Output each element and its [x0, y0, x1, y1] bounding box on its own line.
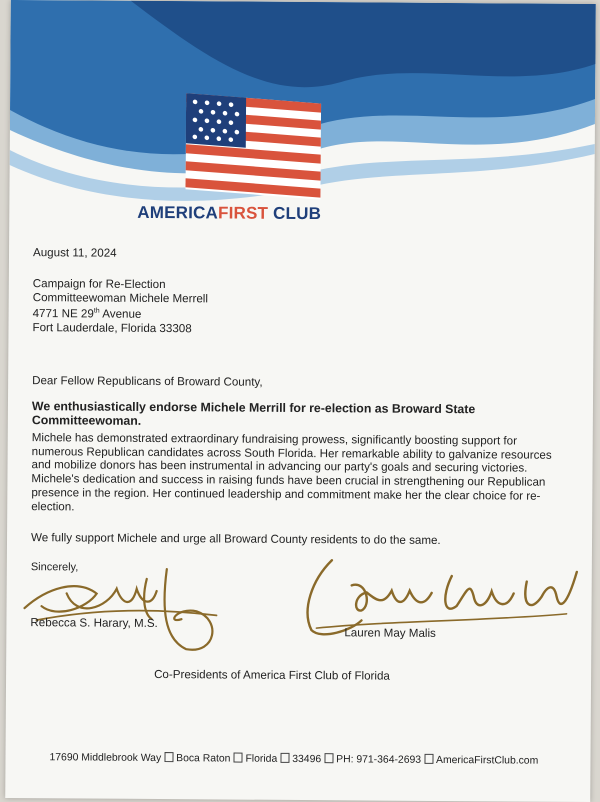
- recipient-address: [32, 277, 208, 335]
- footer-street: 17690 Middlebrook Way: [49, 752, 162, 765]
- footer-phone: PH: 971-364-2693: [336, 754, 422, 766]
- separator-icon: [280, 753, 289, 763]
- recipient-street: 4771 NE 29th Avenue: [32, 307, 142, 321]
- closing: Sincerely,: [30, 561, 79, 574]
- signature-rebecca-harary: [16, 548, 227, 659]
- footer-website: AmericaFirstClub.com: [436, 754, 539, 767]
- footer-zip: 33496: [292, 753, 322, 766]
- separator-icon: [233, 753, 242, 763]
- signer-name-1: Rebecca S. Harary, M.S.: [30, 616, 158, 631]
- recipient-line: Campaign for Re-Election: [32, 277, 166, 292]
- separator-icon: [424, 754, 433, 764]
- recipient-line: Committeewoman Michele Merrell: [32, 290, 209, 305]
- endorsement-statement: We enthusiastically endorse Michele Merrill for re-election as Broward State Committeewoman.: [31, 399, 476, 428]
- club-logo-text: AMERICAFIRST CLUB: [137, 202, 322, 224]
- support-statement: We fully support Michele and urge all Broward County residents to do the same.: [30, 531, 441, 547]
- signer-title: Co-Presidents of America First Club of Florida: [154, 667, 390, 683]
- recipient-city: Fort Lauderdale, Florida 33308: [32, 320, 192, 335]
- footer-city: Boca Raton: [176, 753, 231, 765]
- letter-date: August 11, 2024: [32, 246, 117, 260]
- signer-name-2: Lauren May Malis: [344, 626, 436, 640]
- american-flag-logo: [185, 93, 326, 204]
- footer-contact: [49, 751, 538, 766]
- separator-icon: [324, 753, 333, 763]
- signature-lauren-may-malis: [291, 550, 582, 652]
- salutation: Dear Fellow Republicans of Broward County,: [32, 374, 263, 389]
- letter-page: [5, 0, 596, 802]
- body-paragraph: Michele has demonstrated extraordinary fundraising prowess, significantly boosting support for numerous Republican candidates across South Florida. Her remarkable ability to galvanize resources and mobilize donors has been instrumental in advancing our party's goals and securing victories. Michele's dedication and success in raising funds have been crucial in strengthening our Republican presence in the region. Her continued leadership and commitment make her the clear choice for re-election.: [31, 431, 552, 513]
- separator-icon: [164, 752, 173, 762]
- footer-state: Florida: [245, 753, 278, 765]
